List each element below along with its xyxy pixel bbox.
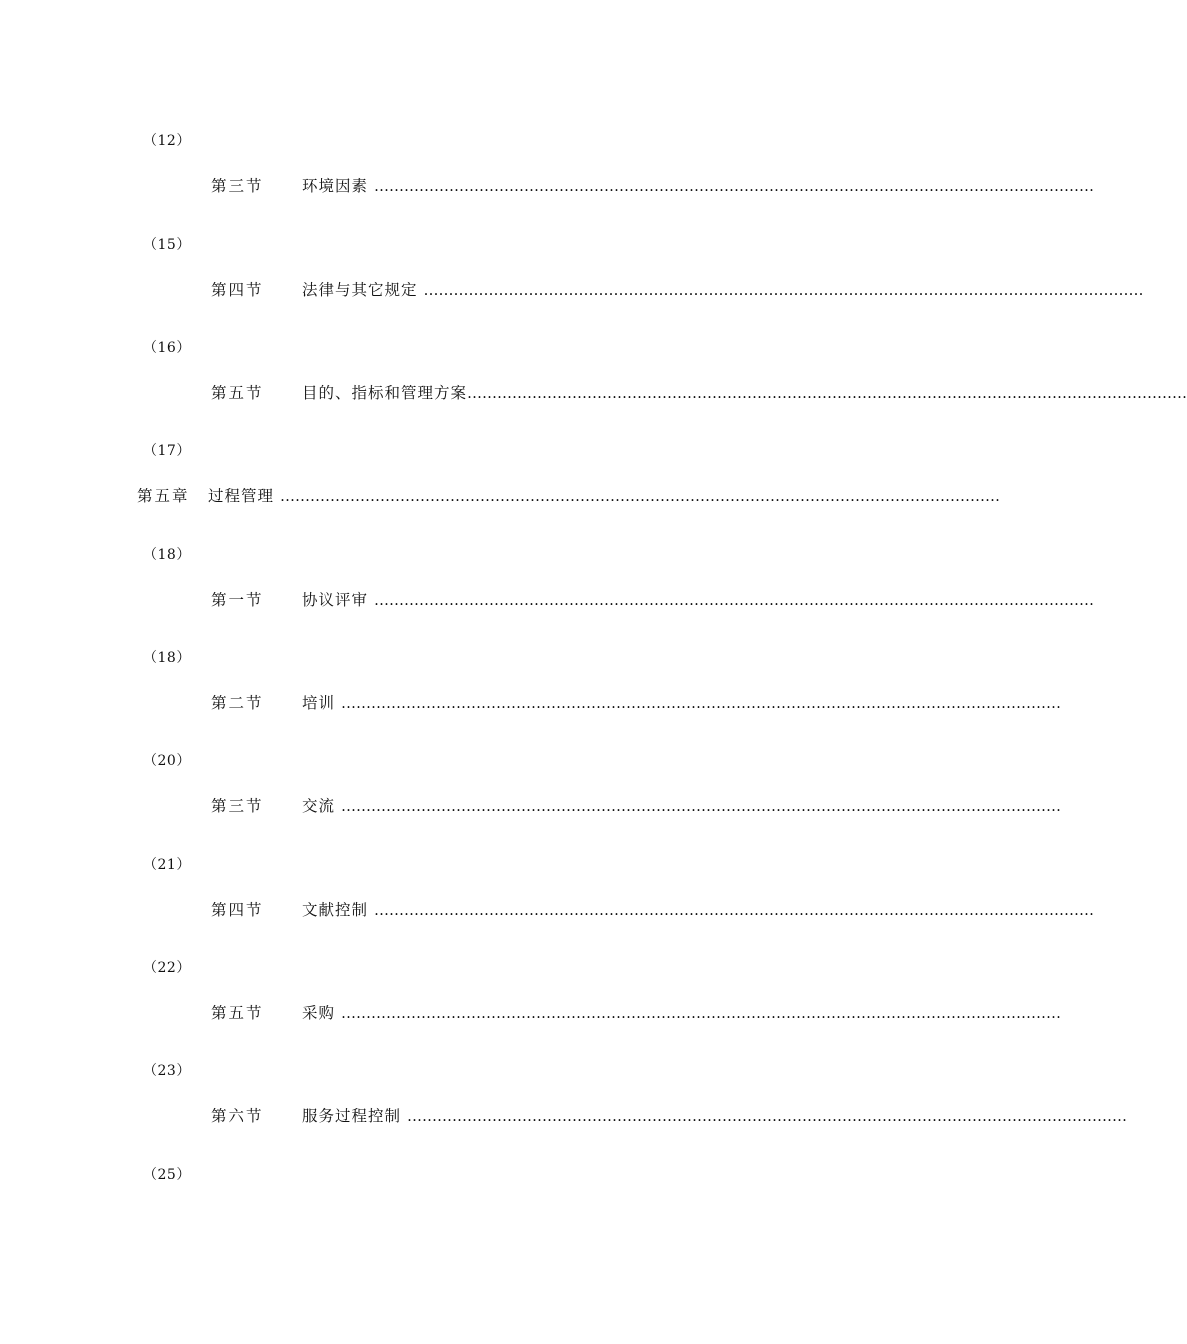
- toc-entry-section-5-6[interactable]: [211, 1104, 1128, 1128]
- chapter-label: 第五章: [137, 487, 190, 505]
- section-label: 第六节: [211, 1107, 264, 1125]
- chapter-title: 过程管理: [208, 487, 275, 505]
- section-label: 第四节: [211, 901, 264, 919]
- dot-leader: ………………………………………………………………………………………………………………………………: [341, 1004, 1062, 1022]
- page-number: （25）: [143, 1167, 191, 1183]
- dot-leader: ………………………………………………………………………………………………………………………………: [341, 797, 1062, 815]
- dot-leader: ………………………………………………………………………………………………………………………………: [467, 384, 1187, 402]
- toc-entry-section-4-3[interactable]: [211, 174, 1095, 198]
- dot-leader: ………………………………………………………………………………………………………………………………: [374, 901, 1095, 919]
- toc-entry-section-4-4[interactable]: [211, 278, 1144, 302]
- section-title: 交流: [302, 797, 336, 815]
- section-label: 第三节: [211, 797, 264, 815]
- page-number: （18）: [143, 547, 191, 563]
- dot-leader: ………………………………………………………………………………………………………………………………: [423, 281, 1144, 299]
- toc-entry-chapter-5[interactable]: [137, 484, 1001, 508]
- section-label: 第五节: [211, 384, 264, 402]
- section-title: 文献控制: [302, 901, 369, 919]
- page-number: （17）: [143, 443, 191, 459]
- section-title: 协议评审: [302, 591, 369, 609]
- page-number: （18）: [143, 650, 191, 666]
- section-title: 目的、指标和管理方案: [302, 384, 468, 402]
- page-number: （22）: [143, 960, 191, 976]
- page-number: （12）: [143, 133, 191, 149]
- section-title: 服务过程控制: [302, 1107, 402, 1125]
- toc-entry-section-5-3[interactable]: [211, 794, 1062, 818]
- section-title: 采购: [302, 1004, 336, 1022]
- dot-leader: ………………………………………………………………………………………………………………………………: [374, 177, 1095, 195]
- section-label: 第五节: [211, 1004, 264, 1022]
- page-number: （16）: [143, 340, 191, 356]
- section-title: 法律与其它规定: [302, 281, 418, 299]
- toc-entry-section-4-5[interactable]: [211, 381, 1187, 405]
- page-number: （20）: [143, 753, 191, 769]
- section-label: 第二节: [211, 694, 264, 712]
- section-label: 第三节: [211, 177, 264, 195]
- dot-leader: ………………………………………………………………………………………………………………………………: [280, 487, 1001, 505]
- page-number: （23）: [143, 1063, 191, 1079]
- section-label: 第四节: [211, 281, 264, 299]
- toc-entry-section-5-1[interactable]: [211, 588, 1095, 612]
- dot-leader: ………………………………………………………………………………………………………………………………: [407, 1107, 1128, 1125]
- toc-entry-section-5-2[interactable]: [211, 691, 1062, 715]
- section-title: 培训: [302, 694, 336, 712]
- page-number: （15）: [143, 237, 191, 253]
- toc-entry-section-5-4[interactable]: [211, 898, 1095, 922]
- section-title: 环境因素: [302, 177, 369, 195]
- dot-leader: ………………………………………………………………………………………………………………………………: [341, 694, 1062, 712]
- section-label: 第一节: [211, 591, 264, 609]
- page-number: （21）: [143, 857, 191, 873]
- dot-leader: ………………………………………………………………………………………………………………………………: [374, 591, 1095, 609]
- toc-entry-section-5-5[interactable]: [211, 1001, 1062, 1025]
